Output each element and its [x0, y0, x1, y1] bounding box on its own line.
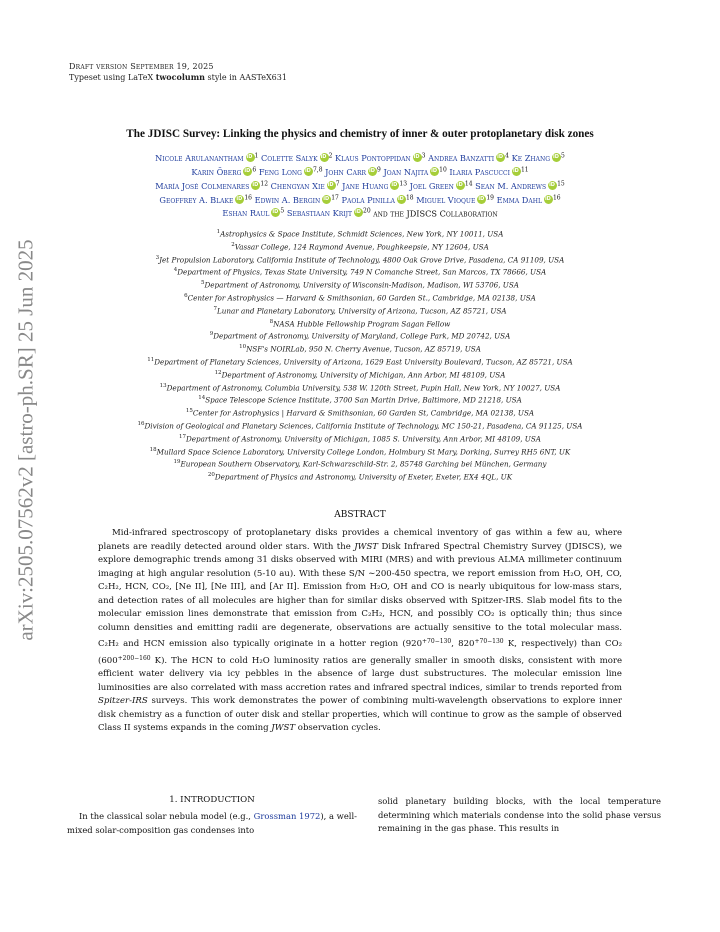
affiliation-line	[60, 393, 660, 406]
affiliation-line	[60, 406, 660, 419]
affiliation-line	[60, 355, 660, 368]
affiliation-marker: 10	[439, 165, 447, 173]
abstract-heading: ABSTRACT	[334, 510, 386, 520]
author-name[interactable]: Andrea Banzatti	[428, 152, 495, 163]
affiliation-line	[60, 291, 660, 304]
affiliation-marker: 20	[363, 207, 371, 215]
affiliation-line	[60, 317, 660, 330]
affiliation-line	[60, 368, 660, 381]
affiliation-text: Center for Astrophysics | Harvard & Smithsonian, 60 Garden St, Cambridge, MA 02138, USA	[192, 408, 535, 418]
affiliation-marker: 1	[254, 152, 259, 159]
author-entry[interactable]	[342, 181, 407, 191]
abstract-text: observation cycles.	[295, 723, 381, 733]
author-entry[interactable]	[325, 167, 381, 177]
orcid-icon[interactable]	[430, 167, 439, 176]
orcid-icon[interactable]	[354, 208, 363, 217]
affiliation-line	[60, 227, 660, 240]
affiliation-number: 20	[207, 472, 215, 479]
author-line	[60, 178, 660, 192]
author-name[interactable]: Joel Green	[409, 180, 454, 191]
author-entry[interactable]	[222, 208, 284, 218]
author-entry[interactable]	[410, 181, 473, 191]
arxiv-stamp	[6, 235, 46, 645]
author-name[interactable]: John Carr	[325, 166, 367, 177]
orcid-icon[interactable]	[251, 181, 260, 190]
author-entry[interactable]	[383, 167, 446, 177]
affiliation-number: 16	[137, 420, 145, 427]
author-line	[60, 150, 660, 164]
affiliation-marker: 14	[464, 179, 473, 187]
affiliation-text: Jet Propulsion Laboratory, California Institute of Technology, 4800 Oak Grove Drive, Pasadena, CA 91109, USA	[159, 254, 565, 264]
author-line	[60, 192, 660, 206]
orcid-icon[interactable]	[456, 181, 465, 190]
orcid-icon[interactable]	[243, 167, 252, 176]
affiliation-marker: 7	[335, 179, 340, 187]
affiliation-number: 17	[179, 433, 187, 440]
affiliation-marker: 13	[399, 179, 408, 187]
abstract-text: K). The HCN to cold H₂O luminosity ratios are generally smaller in smooth disks, consistent with more efficient water delivery via icy pebbles in the absence of large dust substructures. The molecular emission line luminosities are also correlated with mass accretion rates and infrared spectral indices, similar to trends reported from	[98, 655, 622, 693]
author-name[interactable]: Colette Salyk	[260, 152, 318, 163]
orcid-icon[interactable]	[327, 181, 336, 190]
affiliation-text: Department of Astronomy, University of Maryland, College Park, MD 20742, USA	[213, 331, 511, 341]
affiliation-number: 10	[239, 344, 247, 351]
affiliation-number: 5	[201, 280, 205, 287]
orcid-icon[interactable]	[271, 208, 280, 217]
author-entry[interactable]	[259, 167, 323, 177]
author-name[interactable]: Sebastiaan Krijt	[286, 208, 352, 219]
temperature-uncertainty: +70−130	[422, 638, 452, 645]
author-entry[interactable]	[261, 153, 332, 163]
affiliation-number: 7	[213, 305, 217, 312]
affiliation-number: 11	[147, 356, 155, 363]
affiliation-number: 9	[209, 331, 214, 338]
orcid-icon[interactable]	[512, 167, 521, 176]
arxiv-stamp-text: arXiv:2505.07562v2 [astro-ph.SR] 25 Jun 2025	[13, 239, 38, 641]
affiliation-line	[60, 240, 660, 253]
orcid-icon[interactable]	[397, 195, 406, 204]
orcid-icon[interactable]	[235, 195, 244, 204]
affiliation-line	[60, 342, 660, 355]
author-entry[interactable]	[159, 195, 252, 205]
author-name[interactable]: Geoffrey A. Blake	[159, 194, 234, 205]
affiliation-number: 6	[184, 292, 188, 299]
affiliation-marker: 6	[252, 165, 257, 173]
affiliation-text: Department of Astronomy, University of Michigan, Ann Arbor, MI 48109, USA	[221, 370, 506, 380]
citation-link[interactable]: Grossman 1972	[253, 811, 321, 821]
affiliation-number: 8	[269, 318, 274, 325]
orcid-icon[interactable]	[552, 153, 561, 162]
author-line	[60, 206, 660, 220]
affiliation-text: Department of Physics, Texas State University, 749 N Comanche Street, San Marcos, TX 78666, USA	[177, 267, 547, 277]
affiliation-marker: 12	[260, 179, 269, 187]
column-left	[67, 810, 357, 837]
affiliation-number: 12	[214, 369, 222, 376]
typeset-suffix: style in AASTeX631	[204, 73, 287, 82]
affiliation-number: 4	[173, 267, 178, 274]
affiliation-marker: 5	[280, 207, 285, 215]
abstract-text: JWST	[354, 541, 379, 552]
author-entry[interactable]	[335, 153, 425, 163]
affiliation-line	[60, 457, 660, 470]
author-entry[interactable]	[497, 195, 561, 205]
affiliation-marker: 15	[557, 179, 565, 187]
orcid-icon[interactable]	[496, 153, 505, 162]
affiliation-number: 19	[173, 459, 181, 466]
affiliation-number: 1	[216, 229, 221, 235]
author-entry[interactable]	[341, 195, 413, 205]
affiliation-text: Department of Astronomy, Columbia University, 538 W. 120th Street, Pupin Hall, New York, NY 10027, USA	[166, 382, 561, 392]
abstract-text: JWST	[271, 723, 296, 733]
abstract-body	[98, 527, 622, 736]
typeset-line	[69, 72, 287, 83]
orcid-icon[interactable]	[548, 181, 557, 190]
affiliation-number: 18	[149, 446, 157, 453]
affiliation-marker: 19	[486, 193, 494, 201]
affiliation-list	[60, 227, 660, 483]
author-entry[interactable]	[428, 153, 509, 163]
paper-title: The JDISC Survey: Linking the physics and chemistry of inner & outer protoplanetary disk zones	[126, 128, 594, 140]
abstract-text: K, respectively) than CO₂ (600	[98, 639, 623, 666]
abstract-text: surveys. This work demonstrates the power of combining multi-wavelength observations to explore inner disk chemistry as a function of outer disk and stellar properties, which will continue to grow as the sample of observed Class II systems expands in the coming	[98, 696, 622, 733]
author-name[interactable]: Ilaria Pascucci	[449, 166, 510, 177]
affiliation-number: 15	[185, 408, 193, 415]
affiliation-line	[60, 419, 660, 432]
abstract-text: Disk Infrared Spectral Chemistry Survey (JDISCS), we explore demographic trends among 31 disks observed with MIRI (MRS) and with previous ALMA millimeter continuum imaging at high angular resolution (5-10 au). With these S/N ∼200-450 spectra, we report emission from H₂O, OH, CO, C₂H₂, HCN, CO₂, [Ne II], [Ne III], and [Ar II]. Emission from H₂O, OH and CO is nearly ubiquitous for low-mass stars, and detection rates of all molecules are higher than for similar disks observed with Spitzer-IRS. Slab model fits to the molecular emission lines demonstrate that emission from C₂H₂, HCN, and possibly CO₂ is optically thin; thus since column densities and emitting radii are degenerate, observations are actually sensitive to the total molecular mass. C₂H₂ and HCN emission also typically originate in a hotter region (920	[98, 541, 622, 649]
author-entry[interactable]	[475, 181, 565, 191]
author-name[interactable]: Ke Zhang	[511, 152, 551, 163]
orcid-icon[interactable]	[322, 195, 331, 204]
orcid-icon[interactable]	[304, 167, 313, 176]
author-name[interactable]: Miguel Vioque	[416, 194, 476, 205]
affiliation-text: Department of Planetary Sciences, University of Arizona, 1629 East University Boulevard, Tucson, AZ 85721, USA	[154, 357, 573, 367]
author-name[interactable]: Eshan Raul	[222, 208, 270, 219]
affiliation-number: 13	[159, 382, 167, 389]
body-text: In the classical solar nebula model (e.g.,	[79, 811, 254, 821]
abstract-text: Mid-infrared spectroscopy of protoplanetary disks provides a chemical inventory of gas within a few au, where planets are readily detected around older stars. With the	[98, 528, 622, 552]
orcid-icon[interactable]	[390, 181, 399, 190]
affiliation-marker: 3	[421, 152, 426, 159]
affiliation-text: Department of Physics and Astronomy, University of Exeter, Exeter, EX4 4QL, UK	[214, 472, 513, 482]
affiliation-line	[60, 265, 660, 278]
affiliation-text: Space Telescope Science Institute, 3700 San Martin Drive, Baltimore, MD 21218, USA	[205, 395, 522, 405]
affiliation-marker: 5	[561, 152, 565, 159]
affiliation-text: Astrophysics & Space Institute, Schmidt Sciences, New York, NY 10011, USA	[220, 229, 504, 239]
affiliation-marker: 2	[328, 152, 333, 159]
affiliation-marker: 7,8	[312, 165, 323, 173]
draft-header	[69, 62, 287, 83]
author-name[interactable]: Nicole Arulanantham	[155, 152, 244, 163]
author-name[interactable]: Emma Dahl	[496, 194, 542, 205]
author-list	[60, 150, 660, 220]
affiliation-line	[60, 329, 660, 342]
affiliation-text: NASA Hubble Fellowship Program Sagan Fellow	[273, 318, 451, 328]
affiliation-text: Vassar College, 124 Raymond Avenue, Poughkeepsie, NY 12604, USA	[234, 242, 489, 252]
temperature-uncertainty: +200−160	[117, 654, 151, 662]
author-name[interactable]: Sean M. Andrews	[475, 180, 547, 191]
author-entry[interactable]	[416, 195, 494, 205]
orcid-icon[interactable]	[413, 153, 422, 162]
author-name[interactable]: María José Colmenares	[155, 180, 250, 191]
author-name[interactable]: Edwin A. Bergin	[254, 194, 321, 205]
affiliation-line	[60, 445, 660, 458]
orcid-icon[interactable]	[544, 195, 553, 204]
draft-version: Draft version September 19, 2025	[69, 62, 214, 71]
affiliation-text: Center for Astrophysics — Harvard & Smithsonian, 60 Garden St., Cambridge, MA 02138, USA	[187, 293, 536, 303]
collaboration-name: and the JDISCS Collaboration	[373, 208, 498, 219]
affiliation-text: Division of Geological and Planetary Sciences, California Institute of Technology, MC 150-21, Pasadena, CA 91125, USA	[144, 421, 583, 431]
affiliation-line	[60, 278, 660, 291]
affiliation-marker: 4	[505, 152, 509, 159]
author-name[interactable]: Klaus Pontoppidan	[335, 152, 411, 163]
affiliation-line	[60, 253, 660, 266]
author-entry[interactable]	[449, 167, 528, 177]
affiliation-text: Department of Astronomy, University of Michigan, 1085 S. University, Ann Arbor, MI 48109, USA	[186, 434, 541, 444]
affiliation-marker: 16	[552, 193, 561, 201]
affiliation-text: Lunar and Planetary Laboratory, University of Arizona, Tucson, AZ 85721, USA	[216, 306, 507, 316]
author-name[interactable]: Joan Najita	[383, 166, 429, 177]
orcid-icon[interactable]	[368, 167, 377, 176]
affiliation-text: Department of Astronomy, University of Wisconsin-Madison, Madison, WI 53706, USA	[204, 280, 519, 290]
affiliation-marker: 18	[405, 193, 414, 201]
typeset-prefix: Typeset using LaTeX	[69, 73, 156, 82]
column-right: solid planetary building blocks, with the local temperature determining which materials condense into the solid phase versus remaining in the gas phase. This results in	[378, 796, 661, 833]
affiliation-line	[60, 381, 660, 394]
section-heading: 1. INTRODUCTION	[169, 795, 255, 805]
affiliation-marker: 9	[377, 165, 381, 173]
author-name[interactable]: Karin Öberg	[191, 166, 242, 177]
author-name[interactable]: Feng Long	[258, 166, 302, 177]
affiliation-number: 14	[198, 395, 206, 402]
author-name[interactable]: Chengyan Xie	[270, 180, 325, 191]
author-name[interactable]: Jane Huang	[342, 180, 389, 191]
typeset-style: twocolumn	[155, 72, 205, 82]
affiliation-number: 3	[155, 254, 160, 261]
author-entry[interactable]	[512, 153, 565, 163]
author-entry[interactable]	[255, 195, 339, 205]
affiliation-text: NSF's NOIRLab, 950 N. Cherry Avenue, Tucson, AZ 85719, USA	[246, 344, 481, 354]
orcid-icon[interactable]	[320, 153, 329, 162]
temperature-uncertainty: +70−130	[474, 638, 504, 645]
affiliation-marker: 17	[331, 193, 339, 201]
affiliation-line	[60, 432, 660, 445]
affiliation-number: 2	[231, 241, 235, 248]
author-entry[interactable]	[271, 181, 340, 191]
affiliation-line	[60, 304, 660, 317]
affiliation-marker: 11	[520, 165, 529, 173]
orcid-icon[interactable]	[246, 153, 255, 162]
affiliation-text: European Southern Observatory, Karl-Schwarzschild-Str. 2, 85748 Garching bei München, Germany	[180, 459, 547, 469]
affiliation-text: Mullard Space Science Laboratory, University College London, Holmbury St Mary, Dorking, Surrey RH5 6NT, UK	[156, 446, 571, 456]
author-line	[60, 164, 660, 178]
author-name[interactable]: Paola Pinilla	[341, 194, 395, 205]
author-entry[interactable]	[287, 208, 371, 218]
affiliation-line	[60, 470, 660, 483]
abstract-text: Spitzer-IRS	[98, 696, 148, 706]
author-entry[interactable]	[155, 153, 258, 163]
affiliation-marker: 16	[244, 193, 252, 201]
body-text: ), a well-mixed solar-composition gas condenses into	[67, 811, 357, 835]
abstract-text: , 820	[451, 639, 475, 649]
orcid-icon[interactable]	[477, 195, 486, 204]
author-entry[interactable]	[155, 181, 268, 191]
author-entry[interactable]	[191, 167, 256, 177]
